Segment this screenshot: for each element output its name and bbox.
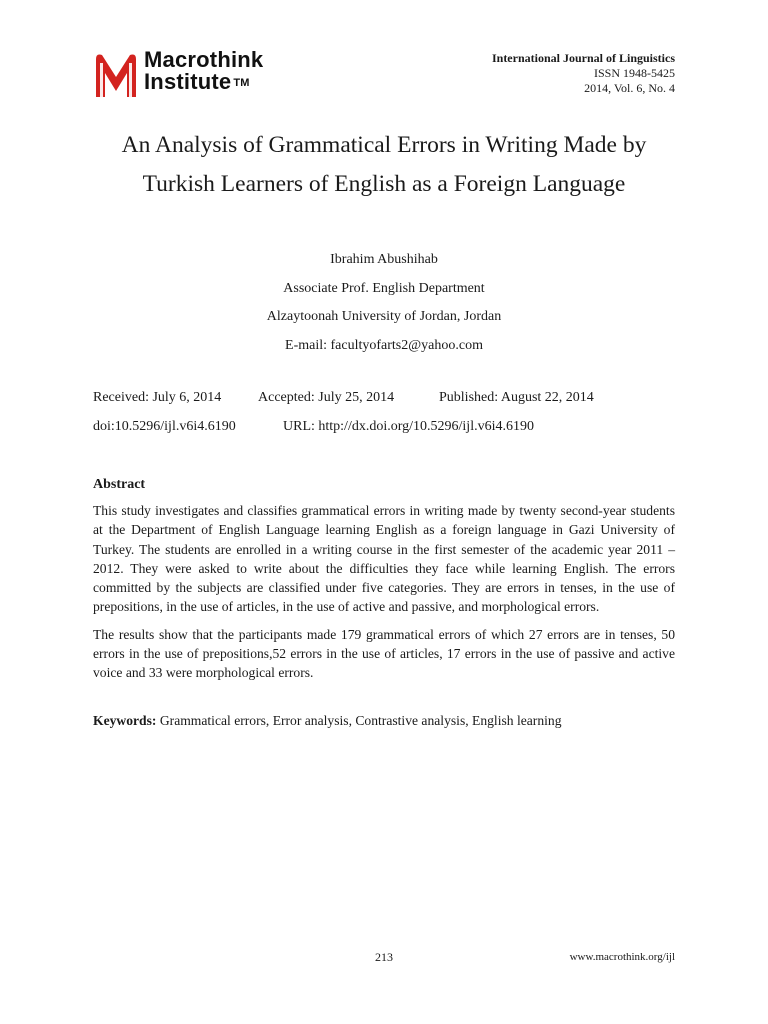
author-affiliation: Alzaytoonah University of Jordan, Jordan bbox=[266, 309, 502, 324]
journal-info bbox=[492, 51, 675, 96]
author-block bbox=[0, 246, 768, 360]
accepted-date: Accepted: July 25, 2014 bbox=[258, 390, 395, 405]
doi-line bbox=[93, 419, 534, 435]
doi: doi:10.5296/ijl.v6i4.6190 bbox=[93, 419, 236, 434]
published-date: Published: August 22, 2014 bbox=[439, 390, 594, 405]
abstract-paragraph-1: This study investigates and classifies grammatical errors in writing made by twenty second-year students at the Department of English Language learning English as a foreign language in Gazi University of Turkey. The students are enrolled in a writing course in the first semester of the academic year 2011 – 2012. They were asked to write about the difficulties they face while learning English. The errors committed by the subjects are classified under five categories. They are errors in tenses, in the use of prepositions, in the use of articles, in the use of active and passive, and morphological errors. bbox=[93, 503, 675, 615]
logo-line2: Institute ™ bbox=[144, 69, 250, 94]
page-number: 213 bbox=[375, 950, 393, 964]
title-line2: Turkish Learners of English as a Foreign Language bbox=[142, 171, 626, 197]
author-position: Associate Prof. English Department bbox=[283, 280, 485, 296]
journal-issn: ISSN 1948-5425 bbox=[593, 66, 675, 80]
paper-title bbox=[70, 126, 698, 204]
keywords-label: Keywords: bbox=[93, 713, 157, 728]
keywords-list: Grammatical errors, Error analysis, Contrastive analysis, English learning bbox=[159, 713, 562, 728]
trademark: TM bbox=[233, 77, 250, 89]
publisher-logo bbox=[94, 49, 294, 99]
received-date: Received: July 6, 2014 bbox=[93, 390, 222, 405]
author-email: E-mail: facultyofarts2@yahoo.com bbox=[285, 337, 483, 353]
macrothink-logo-icon bbox=[94, 51, 138, 97]
doi-url[interactable]: URL: http://dx.doi.org/10.5296/ijl.v6i4.6190 bbox=[283, 419, 534, 434]
logo-wordmark bbox=[144, 49, 263, 93]
publication-dates bbox=[93, 390, 594, 406]
keywords bbox=[93, 713, 562, 729]
logo-line1: Macrothink bbox=[144, 47, 264, 72]
abstract-paragraph-2: The results show that the participants made 179 grammatical errors of which 27 errors are in tenses, 50 errors in the use of prepositions,52 errors in the use of articles, 17 errors in the use of passive and active voice and 33 were morphological errors. bbox=[93, 626, 675, 681]
abstract-heading: Abstract bbox=[93, 477, 146, 492]
author-name: Ibrahim Abushihab bbox=[330, 252, 438, 267]
footer-website[interactable]: www.macrothink.org/ijl bbox=[569, 951, 675, 963]
abstract-body bbox=[93, 501, 675, 691]
journal-volume: 2014, Vol. 6, No. 4 bbox=[584, 81, 675, 95]
title-line1: An Analysis of Grammatical Errors in Writing Made by bbox=[121, 132, 647, 158]
journal-name: International Journal of Linguistics bbox=[491, 51, 675, 65]
